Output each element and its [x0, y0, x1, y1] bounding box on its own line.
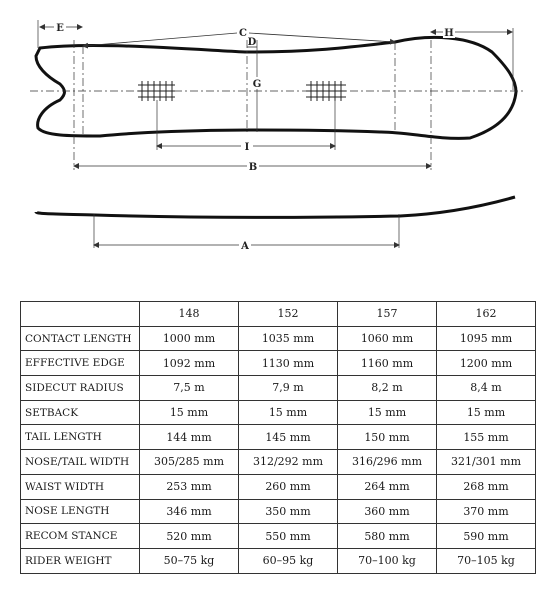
table-cell: 1130 mm: [239, 351, 338, 376]
header-size: 162: [437, 302, 536, 327]
table-cell: 580 mm: [338, 524, 437, 549]
header-size: 157: [338, 302, 437, 327]
table-cell: 312/292 mm: [239, 450, 338, 475]
table-cell: 316/296 mm: [338, 450, 437, 475]
row-label: RIDER WEIGHT: [21, 548, 140, 573]
table-cell: 60–95 kg: [239, 548, 338, 573]
table-cell: 520 mm: [140, 524, 239, 549]
board-outline-top-view: [36, 37, 516, 138]
table-cell: 321/301 mm: [437, 450, 536, 475]
table-cell: 1092 mm: [140, 351, 239, 376]
table-cell: 1000 mm: [140, 326, 239, 351]
row-label: WAIST WIDTH: [21, 474, 140, 499]
dim-e-label: E: [56, 23, 64, 34]
table-row: [21, 376, 536, 401]
table-cell: 268 mm: [437, 474, 536, 499]
table-cell: 264 mm: [338, 474, 437, 499]
snowboard-diagram: [0, 0, 554, 270]
table-cell: 1060 mm: [338, 326, 437, 351]
dim-h-label: H: [444, 28, 454, 39]
table-cell: 70–100 kg: [338, 548, 437, 573]
table-row: [21, 499, 536, 524]
table-cell: 144 mm: [140, 425, 239, 450]
table-cell: 155 mm: [437, 425, 536, 450]
spec-table: [20, 301, 536, 574]
table-cell: 15 mm: [338, 400, 437, 425]
table-cell: 1160 mm: [338, 351, 437, 376]
dim-c-label: C: [239, 28, 247, 39]
table-cell: 305/285 mm: [140, 450, 239, 475]
table-row: [21, 524, 536, 549]
table-cell: 7,9 m: [239, 376, 338, 401]
row-label: RECOM STANCE: [21, 524, 140, 549]
table-cell: 15 mm: [437, 400, 536, 425]
table-cell: 145 mm: [239, 425, 338, 450]
table-cell: 550 mm: [239, 524, 338, 549]
dim-i-label: I: [244, 142, 250, 153]
table-row: [21, 425, 536, 450]
row-label: NOSE LENGTH: [21, 499, 140, 524]
table-row: [21, 326, 536, 351]
table-cell: 360 mm: [338, 499, 437, 524]
row-label: CONTACT LENGTH: [21, 326, 140, 351]
table-cell: 50–75 kg: [140, 548, 239, 573]
table-cell: 370 mm: [437, 499, 536, 524]
row-label: EFFECTIVE EDGE: [21, 351, 140, 376]
dim-c-line-left: [83, 33, 237, 46]
front-binding-inserts: [306, 81, 346, 101]
table-header-row: [21, 302, 536, 327]
row-label: SIDECUT RADIUS: [21, 376, 140, 401]
header-size: 148: [140, 302, 239, 327]
row-label: SETBACK: [21, 400, 140, 425]
row-label: NOSE/TAIL WIDTH: [21, 450, 140, 475]
table-cell: 1095 mm: [437, 326, 536, 351]
rear-binding-inserts: [138, 81, 175, 101]
table-cell: 590 mm: [437, 524, 536, 549]
table-cell: 15 mm: [239, 400, 338, 425]
table-row: [21, 351, 536, 376]
header-empty-cell: [21, 302, 140, 327]
table-cell: 260 mm: [239, 474, 338, 499]
dim-b-label: B: [248, 162, 258, 173]
header-size: 152: [239, 302, 338, 327]
row-label: TAIL LENGTH: [21, 425, 140, 450]
table-cell: 7,5 m: [140, 376, 239, 401]
table-cell: 8,2 m: [338, 376, 437, 401]
table-row: [21, 400, 536, 425]
table-cell: 346 mm: [140, 499, 239, 524]
table-row: [21, 450, 536, 475]
table-row: [21, 474, 536, 499]
table-cell: 253 mm: [140, 474, 239, 499]
dim-g-label: G: [252, 79, 262, 90]
table-cell: 150 mm: [338, 425, 437, 450]
dim-a-label: A: [241, 241, 249, 252]
dim-c-line-right: [249, 33, 395, 42]
dim-d-label: D: [247, 37, 257, 48]
table-cell: 1200 mm: [437, 351, 536, 376]
table-cell: 8,4 m: [437, 376, 536, 401]
board-profile-side-view: [36, 197, 515, 217]
table-cell: 350 mm: [239, 499, 338, 524]
table-cell: 1035 mm: [239, 326, 338, 351]
table-cell: 15 mm: [140, 400, 239, 425]
table-cell: 70–105 kg: [437, 548, 536, 573]
table-row: [21, 548, 536, 573]
